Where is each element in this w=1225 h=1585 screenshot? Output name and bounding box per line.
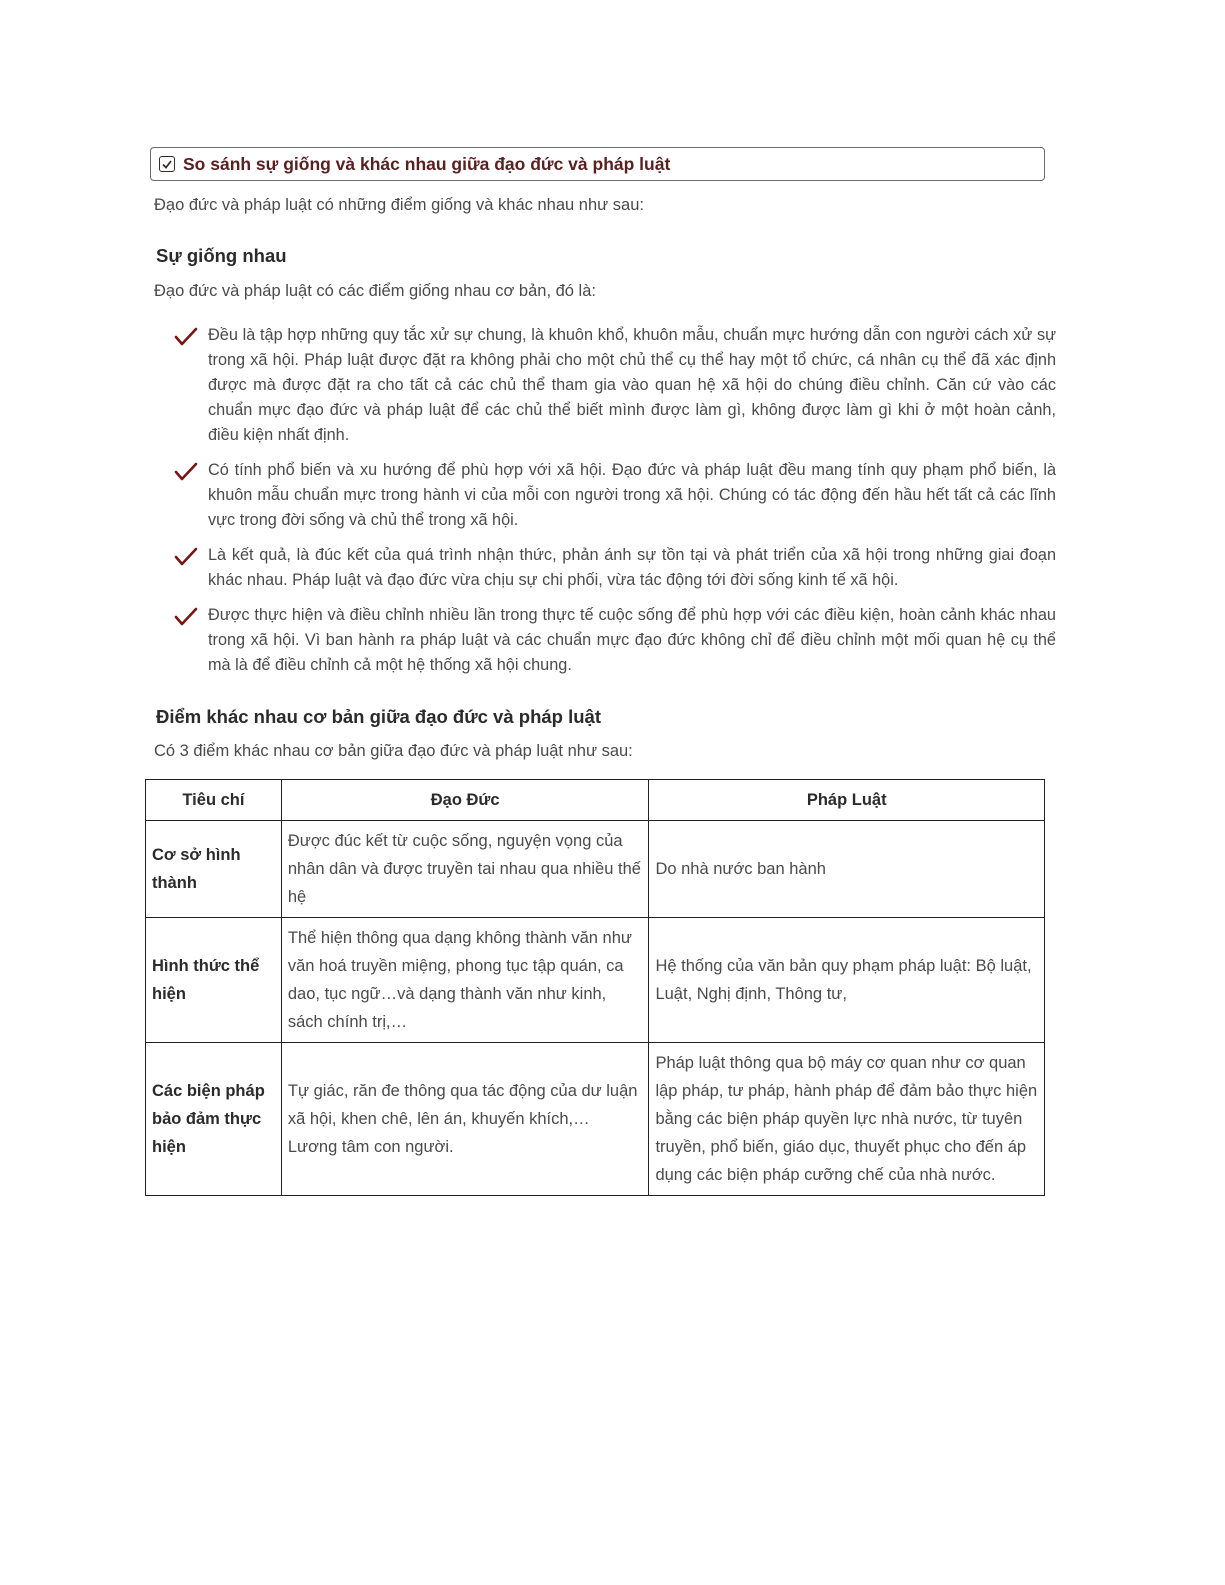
list-item [174,543,1056,593]
differences-heading: Điểm khác nhau cơ bản giữa đạo đức và pháp luật [156,706,601,727]
column-header: Tiêu chí [146,780,282,821]
checkmark-icon [174,327,198,347]
table-row [146,821,1045,918]
similarities-lead: Đạo đức và pháp luật có các điểm giống nhau cơ bản, đó là: [154,282,596,300]
column-header: Pháp Luật [649,780,1045,821]
comparison-table [145,779,1045,1196]
list-item-text: Được thực hiện và điều chỉnh nhiều lần trong thực tế cuộc sống để phù hợp với các điều kiện, hoàn cảnh khác nhau trong xã hội. Vì ban hành ra pháp luật và các chuẩn mực đạo đức không chỉ để điều chỉnh một mối quan hệ cụ thể mà là để điều chỉnh cả một hệ thống xã hội chung. [208,606,1056,674]
law-cell: Pháp luật thông qua bộ máy cơ quan như cơ quan lập pháp, tư pháp, hành pháp để đảm bảo thực hiện bằng các biện pháp quyền lực nhà nước, từ tuyên truyền, phổ biến, giáo dục, thuyết phục cho đến áp dụng các biện pháp cưỡng chế của nhà nước. [649,1043,1045,1196]
checkmark-icon [174,607,198,627]
checkmark-icon [174,462,198,482]
list-item-text: Đều là tập hợp những quy tắc xử sự chung, là khuôn khổ, khuôn mẫu, chuẩn mực hướng dẫn con người cách xử sự trong xã hội. Pháp luật được đặt ra không phải cho một chủ thể cụ thể hay một tổ chức, cá nhân cụ thể đã xác định được mà được đặt ra cho tất cả các chủ thể tham gia vào quan hệ xã hội do chúng điều chỉnh. Căn cứ vào các chuẩn mực đạo đức và pháp luật để các chủ thể biết mình được làm gì, không được làm gì khi ở một hoàn cảnh, điều kiện nhất định. [208,326,1056,444]
list-item [174,323,1056,448]
table-header-row [146,780,1045,821]
section-title: So sánh sự giống và khác nhau giữa đạo đức và pháp luật [183,153,671,174]
similarities-heading: Sự giống nhau [156,245,287,266]
differences-lead: Có 3 điểm khác nhau cơ bản giữa đạo đức và pháp luật như sau: [154,742,633,760]
checkmark-icon [174,547,198,567]
table-row [146,918,1045,1043]
ethics-cell: Được đúc kết từ cuộc sống, nguyện vọng của nhân dân và được truyền tai nhau qua nhiều thế hệ [281,821,649,918]
column-header: Đạo Đức [281,780,649,821]
ethics-cell: Tự giác, răn đe thông qua tác động của dư luận xã hội, khen chê, lên án, khuyến khích,… Lương tâm con người. [281,1043,649,1196]
similarities-list [174,323,1056,688]
checkbox-icon [159,156,175,172]
intro-text: Đạo đức và pháp luật có những điểm giống và khác nhau như sau: [154,196,644,214]
law-cell: Hệ thống của văn bản quy phạm pháp luật: Bộ luật, Luật, Nghị định, Thông tư, [649,918,1045,1043]
criterion-cell: Hình thức thể hiện [146,918,282,1043]
list-item [174,603,1056,678]
table-row [146,1043,1045,1196]
list-item [174,458,1056,533]
criterion-cell: Các biện pháp bảo đảm thực hiện [146,1043,282,1196]
list-item-text: Có tính phổ biến và xu hướng để phù hợp với xã hội. Đạo đức và pháp luật đều mang tính quy phạm phổ biến, là khuôn mẫu chuẩn mực trong hành vi của mỗi con người trong xã hội. Chúng có tác động đến hầu hết tất cả các lĩnh vực trong đời sống và chủ thể trong xã hội. [208,461,1056,529]
law-cell: Do nhà nước ban hành [649,821,1045,918]
criterion-cell: Cơ sở hình thành [146,821,282,918]
list-item-text: Là kết quả, là đúc kết của quá trình nhận thức, phản ánh sự tồn tại và phát triển của xã hội trong những giai đoạn khác nhau. Pháp luật và đạo đức vừa chịu sự chi phối, vừa tác động tới đời sống kinh tế xã hội. [208,546,1056,589]
section-title-box [150,147,1045,181]
ethics-cell: Thể hiện thông qua dạng không thành văn như văn hoá truyền miệng, phong tục tập quán, ca dao, tục ngữ…và dạng thành văn như kinh, sách chính trị,… [281,918,649,1043]
